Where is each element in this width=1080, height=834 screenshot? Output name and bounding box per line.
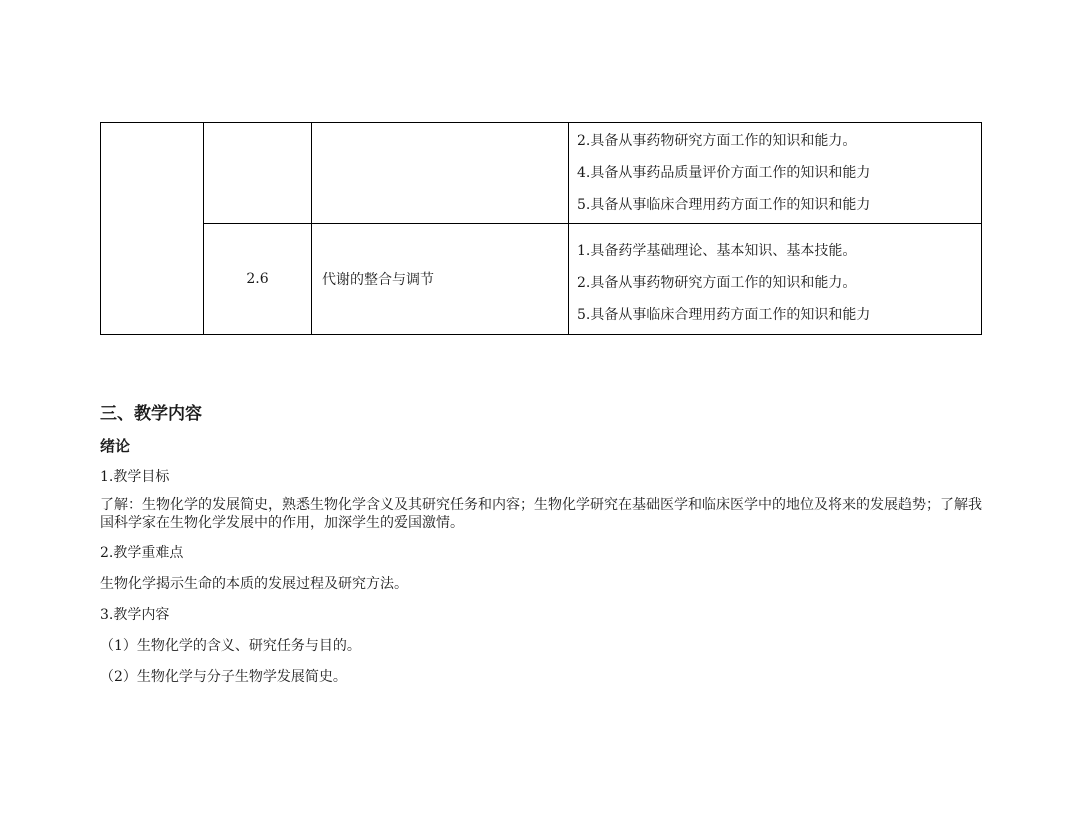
requirement-item: 2.具备从事药物研究方面工作的知识和能力。 [577, 275, 857, 291]
chapter-number-cell [204, 123, 312, 224]
requirement-item: 5.具备从事临床合理用药方面工作的知识和能力 [577, 197, 871, 213]
key-points-text: 生物化学揭示生命的本质的发展过程及研究方法。 [100, 576, 408, 592]
content-list-item: （2）生物化学与分子生物学发展简史。 [100, 669, 347, 685]
content-list-item: （1）生物化学的含义、研究任务与目的。 [100, 638, 361, 654]
requirement-item: 5.具备从事临床合理用药方面工作的知识和能力 [577, 307, 871, 323]
requirement-item: 1.具备药学基础理论、基本知识、基本技能。 [577, 243, 857, 259]
section-title: 三、教学内容 [100, 404, 202, 424]
objectives-heading: 1.教学目标 [100, 469, 170, 485]
chapter-topic-cell: 代谢的整合与调节 [312, 224, 569, 335]
requirements-cell [569, 224, 982, 335]
table-row [101, 123, 982, 224]
table-row [101, 224, 982, 335]
ability-mapping-table [100, 122, 982, 335]
merged-category-cell [101, 123, 204, 335]
chapter-topic-cell [312, 123, 569, 224]
key-points-heading: 2.教学重难点 [100, 545, 184, 561]
requirements-cell [569, 123, 982, 224]
content-heading: 3.教学内容 [100, 607, 170, 623]
objectives-text: 了解：生物化学的发展简史，熟悉生物化学含义及其研究任务和内容；生物化学研究在基础医学和临床医学中的地位及将来的发展趋势；了解我国科学家在生物化学发展中的作用，加深学生的爱国激情。 [100, 497, 982, 531]
chapter-title: 绪论 [100, 437, 131, 455]
chapter-number-cell: 2.6 [204, 224, 312, 335]
requirement-item: 2.具备从事药物研究方面工作的知识和能力。 [577, 133, 857, 149]
teaching-content-section [100, 398, 985, 693]
requirement-item: 4.具备从事药品质量评价方面工作的知识和能力 [577, 165, 871, 181]
